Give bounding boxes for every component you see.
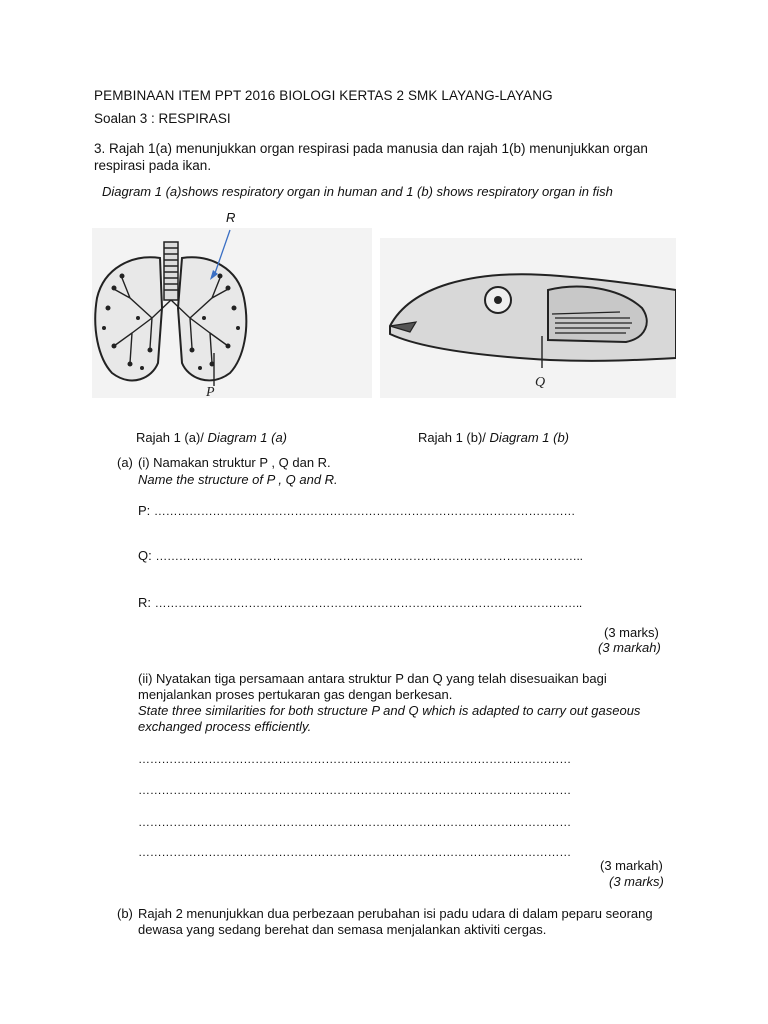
caption-b-english: Diagram 1 (b) [489,430,570,445]
answer-label: P: [138,503,151,518]
answer-line[interactable]: ………………………………………………………………………………………………… [138,845,571,859]
lungs-diagram [92,228,372,398]
caption-figure-b [418,430,569,445]
question-intro-malay: 3. Rajah 1(a) menunjukkan organ respirasi pada manusia dan rajah 1(b) menunjukkan organ respirasi pada ikan. [94,141,648,173]
question-a-ii-malay: (ii) Nyatakan tiga persamaan antara struktur P dan Q yang telah disesuaikan bagi menjalankan proses pertukaran gas dengan berkesan. [138,671,607,702]
fish-diagram [380,238,676,398]
marks-english: (3 marks) [604,625,659,640]
label-p: P [206,385,215,398]
caption-figure-a [136,430,287,445]
answer-dots: ……………………………………………………………………………………………… [153,504,576,518]
question-a-label: (a) [117,455,133,470]
label-q: Q [535,375,546,390]
question-b-label: (b) [117,906,133,921]
marks2-english: (3 marks) [609,874,664,889]
answer-line-r[interactable] [138,595,582,610]
document-title: PEMBINAAN ITEM PPT 2016 BIOLOGI KERTAS 2 SMK LAYANG-LAYANG [94,88,553,103]
question-b-text: Rajah 2 menunjukkan dua perbezaan perubahan isi padu udara di dalam peparu seorang dewasa yang sedang berehat dan semasa menjalankan aktiviti cergas. [138,906,653,937]
answer-dots: ……………………………………………………………………………………………….. [155,549,583,563]
answer-line[interactable]: ………………………………………………………………………………………………… [138,815,571,829]
question-intro-english: Diagram 1 (a)shows respiratory organ in human and 1 (b) shows respiratory organ in fish [102,184,613,199]
marks-malay: (3 markah) [598,640,661,655]
marks2-malay: (3 markah) [600,858,663,873]
answer-line-p[interactable] [138,503,575,518]
caption-a-english: Diagram 1 (a) [207,430,288,445]
trachea [164,242,178,300]
answer-label: R: [138,595,151,610]
answer-line[interactable]: ………………………………………………………………………………………………… [138,752,571,766]
question-a-i-malay: (i) Namakan struktur P , Q dan R. [138,455,331,470]
caption-a-malay: Rajah 1 (a)/ [136,430,204,445]
caption-b-malay: Rajah 1 (b)/ [418,430,486,445]
answer-dots: ……………………………………………………………………………………………….. [154,596,582,610]
question-a-ii-english: State three similarities for both structure P and Q which is adapted to carry out gaseous exchanged process efficiently. [138,703,641,734]
question-heading: Soalan 3 : RESPIRASI [94,111,231,126]
label-r: R [226,210,236,225]
question-a-i-english: Name the structure of P , Q and R. [138,472,338,487]
answer-line[interactable]: ………………………………………………………………………………………………… [138,783,571,797]
answer-line-q[interactable] [138,548,583,563]
answer-label: Q: [138,548,152,563]
